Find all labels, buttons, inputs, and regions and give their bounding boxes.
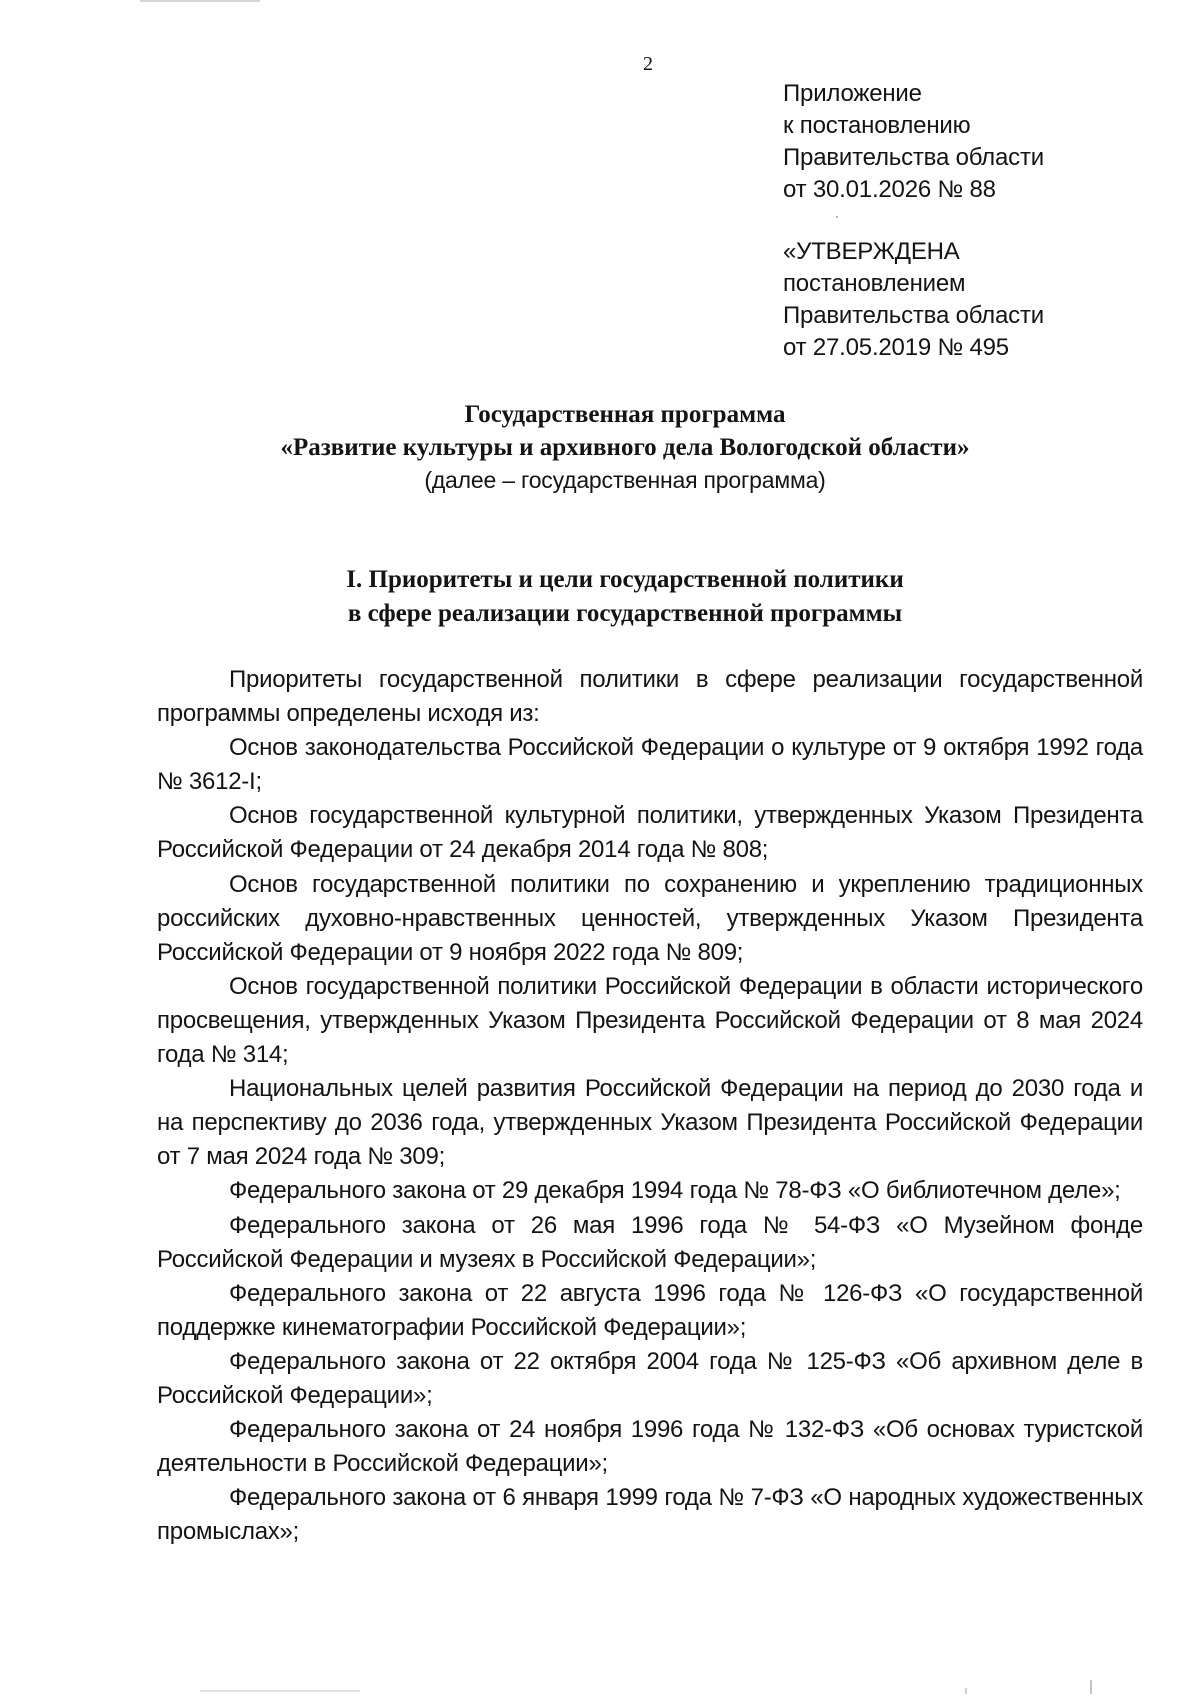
- scan-artifact: [965, 1688, 967, 1694]
- section-heading-line1: I. Приоритеты и цели государственной политики: [346, 566, 904, 593]
- paragraph: Основ государственной политики Российской Федерации в области исторического просвещения, утвержденных Указом Президента Российской Федерации от 8 мая 2024 года № 314;: [157, 972, 1143, 1069]
- scan-artifact: [140, 0, 260, 2]
- program-title-line1: Государственная программа: [464, 401, 786, 428]
- paragraph: Приоритеты государственной политики в сфере реализации государственной программы определены исходя из:: [157, 666, 1143, 728]
- paragraph: Федерального закона от 22 августа 1996 года № 126-ФЗ «О государственной поддержке кинематографии Российской Федерации»;: [157, 1279, 1143, 1341]
- program-title: [160, 398, 1090, 497]
- scan-artifact: [1090, 1680, 1092, 1694]
- approval-line: «УТВЕРЖДЕНА: [783, 238, 960, 265]
- appendix-line: Приложение: [783, 80, 922, 107]
- scan-artifact: [836, 216, 838, 218]
- scan-artifact: [200, 1690, 360, 1692]
- paragraph: Федерального закона от 29 декабря 1994 года № 78-ФЗ «О библиотечном деле»;: [229, 1177, 1121, 1205]
- approval-stamp: [783, 236, 1044, 364]
- section-heading-line2: в сфере реализации государственной программы: [347, 600, 903, 627]
- paragraph: Основ законодательства Российской Федерации о культуре от 9 октября 1992 года № 3612-I;: [157, 734, 1143, 796]
- appendix-stamp: [783, 78, 1044, 206]
- appendix-line: Правительства области: [783, 144, 1044, 171]
- paragraph: Федерального закона от 6 января 1999 года № 7-ФЗ «О народных художественных промыслах»;: [157, 1484, 1143, 1546]
- appendix-line: к постановлению: [783, 112, 971, 139]
- paragraph: Основ государственной культурной политики, утвержденных Указом Президента Российской Федерации от 24 декабря 2014 года № 808;: [157, 802, 1143, 864]
- program-title-line2: «Развитие культуры и архивного дела Вологодской области»: [280, 434, 970, 461]
- appendix-line: от 30.01.2026 № 88: [783, 176, 996, 203]
- approval-line: постановлением: [783, 270, 966, 297]
- paragraph: Основ государственной политики по сохранению и укреплению традиционных российских духовно-нравственных ценностей, утвержденных Указом Президента Российской Федерации от 9 ноября 2022 года № 809;: [157, 870, 1143, 966]
- paragraph: Федерального закона от 24 ноября 1996 года № 132-ФЗ «Об основах туристской деятельности в Российской Федерации»;: [157, 1416, 1143, 1478]
- page-number: 2: [643, 53, 653, 75]
- program-subtitle: (далее – государственная программа): [424, 467, 826, 493]
- paragraph: Национальных целей развития Российской Федерации на период до 2030 года и на перспективу до 2036 года, утвержденных Указом Президента Российской Федерации от 7 мая 2024 года № 309;: [157, 1075, 1143, 1171]
- approval-line: Правительства области: [783, 302, 1044, 329]
- body-text: [157, 663, 1143, 1549]
- approval-line: от 27.05.2019 № 495: [783, 334, 1009, 361]
- paragraph: Федерального закона от 26 мая 1996 года № 54-ФЗ «О Музейном фонде Российской Федерации и музеях в Российской Федерации»;: [157, 1211, 1143, 1273]
- section-heading: [160, 563, 1090, 631]
- paragraph: Федерального закона от 22 октября 2004 года № 125-ФЗ «Об архивном деле в Российской Федерации»;: [157, 1347, 1143, 1409]
